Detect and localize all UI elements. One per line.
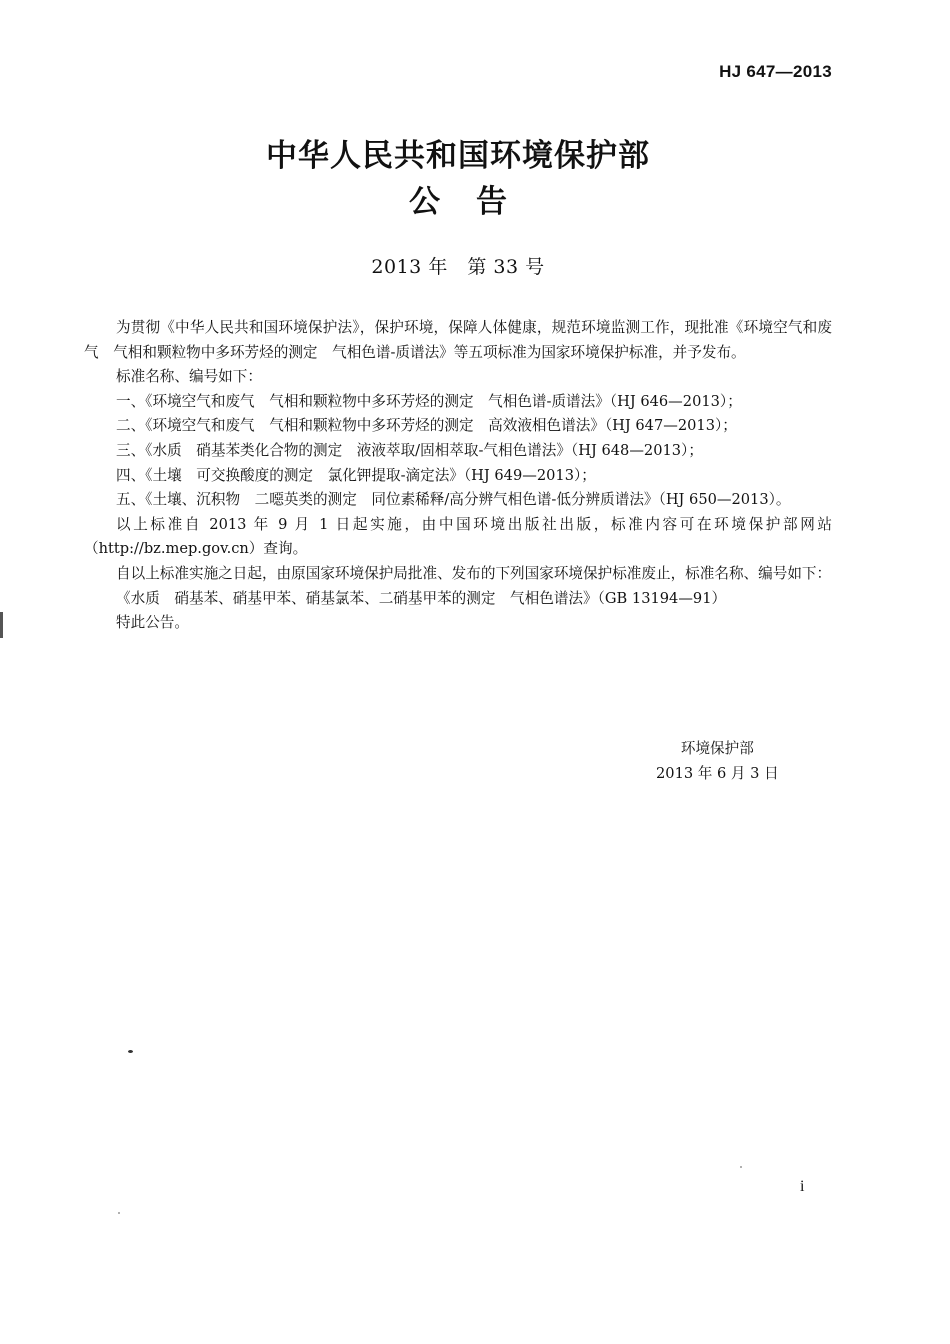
standard-item: 二、《环境空气和废气 气相和颗粒物中多环芳烃的测定 高效液相色谱法》（HJ 647—2013）； <box>116 417 737 435</box>
page-number: i <box>800 1178 805 1195</box>
scan-speck <box>118 1212 120 1214</box>
effective-date-paragraph: 以上标准自 2013 年 9 月 1 日起实施，由中国环境出版社出版，标准内容可在环境保护部网站（http://bz.mep.gov.cn）查询。 <box>84 515 832 558</box>
scan-edge-mark <box>0 612 3 638</box>
standard-item: 一、《环境空气和废气 气相和颗粒物中多环芳烃的测定 气相色谱-质谱法》（HJ 646—2013）； <box>116 392 742 410</box>
signing-organization: 环境保护部 <box>680 740 754 757</box>
list-intro: 标准名称、编号如下： <box>116 368 262 386</box>
announcement-body <box>84 316 832 636</box>
standard-item: 三、《水质 硝基苯类化合物的测定 液液萃取/固相萃取-气相色谱法》（HJ 648—2013）； <box>116 441 703 459</box>
signature-block <box>656 737 779 786</box>
signing-date: 2013 年 6 月 3 日 <box>656 764 779 782</box>
scan-speck <box>128 1050 133 1053</box>
scan-speck <box>740 1166 742 1168</box>
repeal-intro-paragraph: 自以上标准实施之日起，由原国家环境保护局批准、发布的下列国家环境保护标准废止，标准名称、编号如下： <box>116 564 832 582</box>
closing-statement: 特此公告。 <box>116 614 189 632</box>
document-code: HJ 647—2013 <box>719 62 832 81</box>
standard-item: 四、《土壤 可交换酸度的测定 氯化钾提取-滴定法》（HJ 649—2013）； <box>116 466 596 484</box>
standard-item: 五、《土壤、沉积物 二噁英类的测定 同位素稀释/高分辨气相色谱-低分辨质谱法》（HJ 650—2013）。 <box>116 491 791 509</box>
issuing-authority-title: 中华人民共和国环境保护部 <box>266 138 650 174</box>
repealed-standard: 《水质 硝基苯、硝基甲苯、硝基氯苯、二硝基甲苯的测定 气相色谱法》（GB 13194—91） <box>116 589 727 607</box>
announcement-number: 2013 年 第 33 号 <box>371 256 545 278</box>
announcement-title: 公告 <box>409 184 543 220</box>
intro-paragraph: 为贯彻《中华人民共和国环境保护法》，保护环境，保障人体健康，规范环境监测工作，现批准《环境空气和废气 气相和颗粒物中多环芳烃的测定 气相色谱-质谱法》等五项标准为国家环境保护标准，并予发布。 <box>84 319 832 361</box>
